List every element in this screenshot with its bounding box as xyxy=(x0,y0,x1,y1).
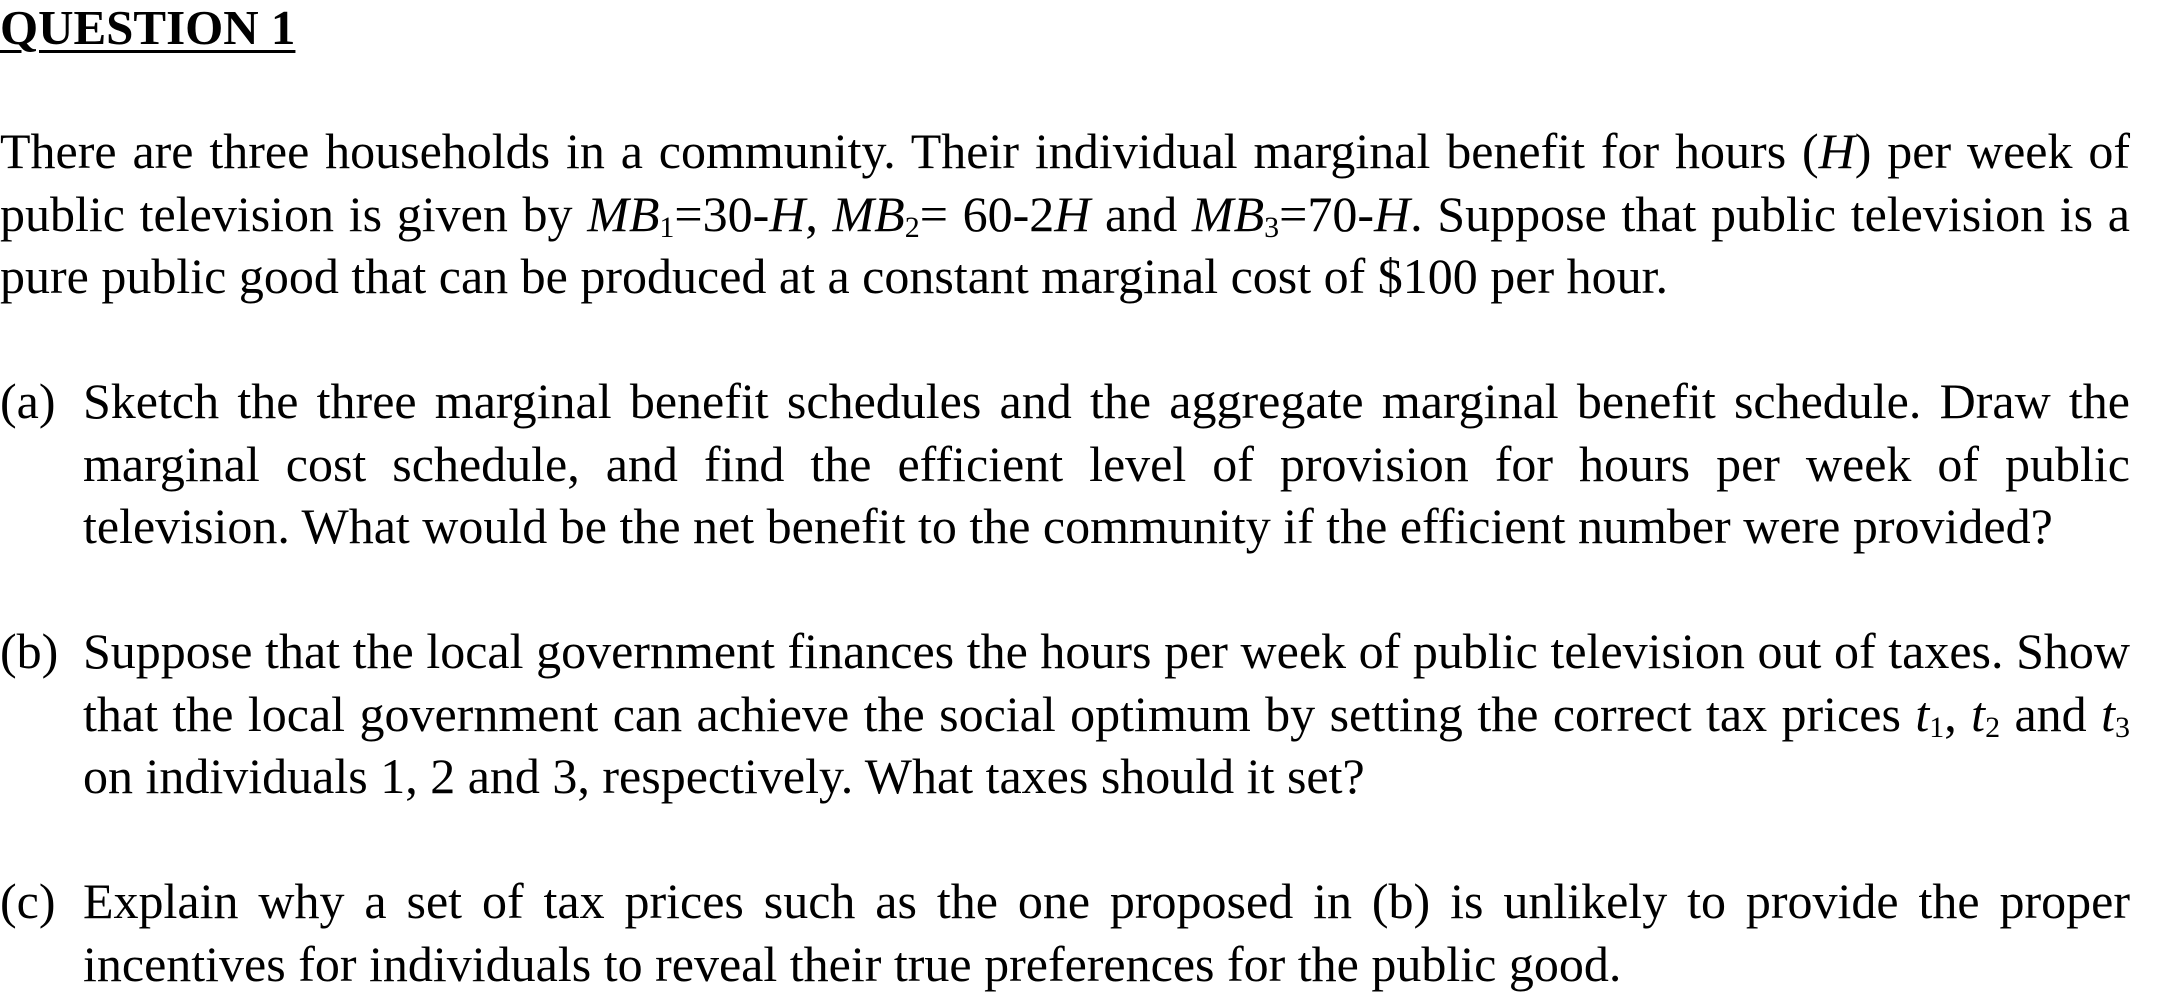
subscript: 3 xyxy=(1264,210,1280,244)
equation-text: = 60-2 xyxy=(919,185,1055,242)
comma: , xyxy=(805,185,833,242)
intro-text-1: There are three households in a community. Their individual marginal benefit for hours ( xyxy=(0,123,1819,179)
conjunction: and xyxy=(2000,685,2102,742)
item-text: Explain why a set of tax prices such as the one proposed in (b) is unlikely to provide the proper incentives for individuals to reveal their true preferences for the public good. xyxy=(83,873,2130,992)
tax-symbol: t xyxy=(1971,685,1986,742)
list-item xyxy=(0,370,2130,558)
question-heading: QUESTION 1 xyxy=(0,0,296,55)
subscript: 3 xyxy=(2115,710,2131,744)
list-item xyxy=(0,620,2130,808)
list-item xyxy=(0,870,2130,995)
equation-text: =30- xyxy=(674,185,770,242)
var-h: H xyxy=(1818,123,1855,179)
item-label: (c) xyxy=(0,873,56,929)
conjunction: and xyxy=(1090,185,1192,242)
intro-text-2: ) per week of public television is given by xyxy=(0,123,2131,242)
comma: , xyxy=(1944,685,1972,742)
mb-symbol: MB xyxy=(832,185,905,242)
item-text: Sketch the three marginal benefit schedules and the aggregate marginal benefit schedule. Draw the marginal cost schedule, and find the efficient level of provision for hours per week of public television. What would be the net benefit to the community if the efficient number were provided? xyxy=(83,373,2130,554)
mb-symbol: MB xyxy=(1191,185,1265,242)
intro-paragraph xyxy=(0,120,2130,308)
equation-text: =70- xyxy=(1279,185,1374,242)
var-h: H xyxy=(1373,185,1411,242)
subscript: 1 xyxy=(1929,710,1945,744)
item-text-1: Suppose that the local government finances the hours per week of public television out of taxes. Show that the local government can achieve the social optimum by setting the correct tax prices xyxy=(83,623,2130,742)
var-h: H xyxy=(1054,185,1091,242)
mb-symbol: MB xyxy=(587,185,660,242)
tax-symbol: t xyxy=(2101,685,2116,742)
subscript: 2 xyxy=(1985,710,2001,744)
item-label: (b) xyxy=(0,623,59,679)
item-text-2: on individuals 1, 2 and 3, respectively. What taxes should it set? xyxy=(83,748,1365,804)
item-label: (a) xyxy=(0,373,56,429)
tax-symbol: t xyxy=(1915,685,1930,742)
subscript: 2 xyxy=(904,210,920,244)
intro-text-3: . Suppose that public television is a pure public good that can be produced at a constant marginal cost of $100 per hour. xyxy=(0,185,2130,304)
var-h: H xyxy=(769,185,806,242)
subscript: 1 xyxy=(659,210,675,244)
